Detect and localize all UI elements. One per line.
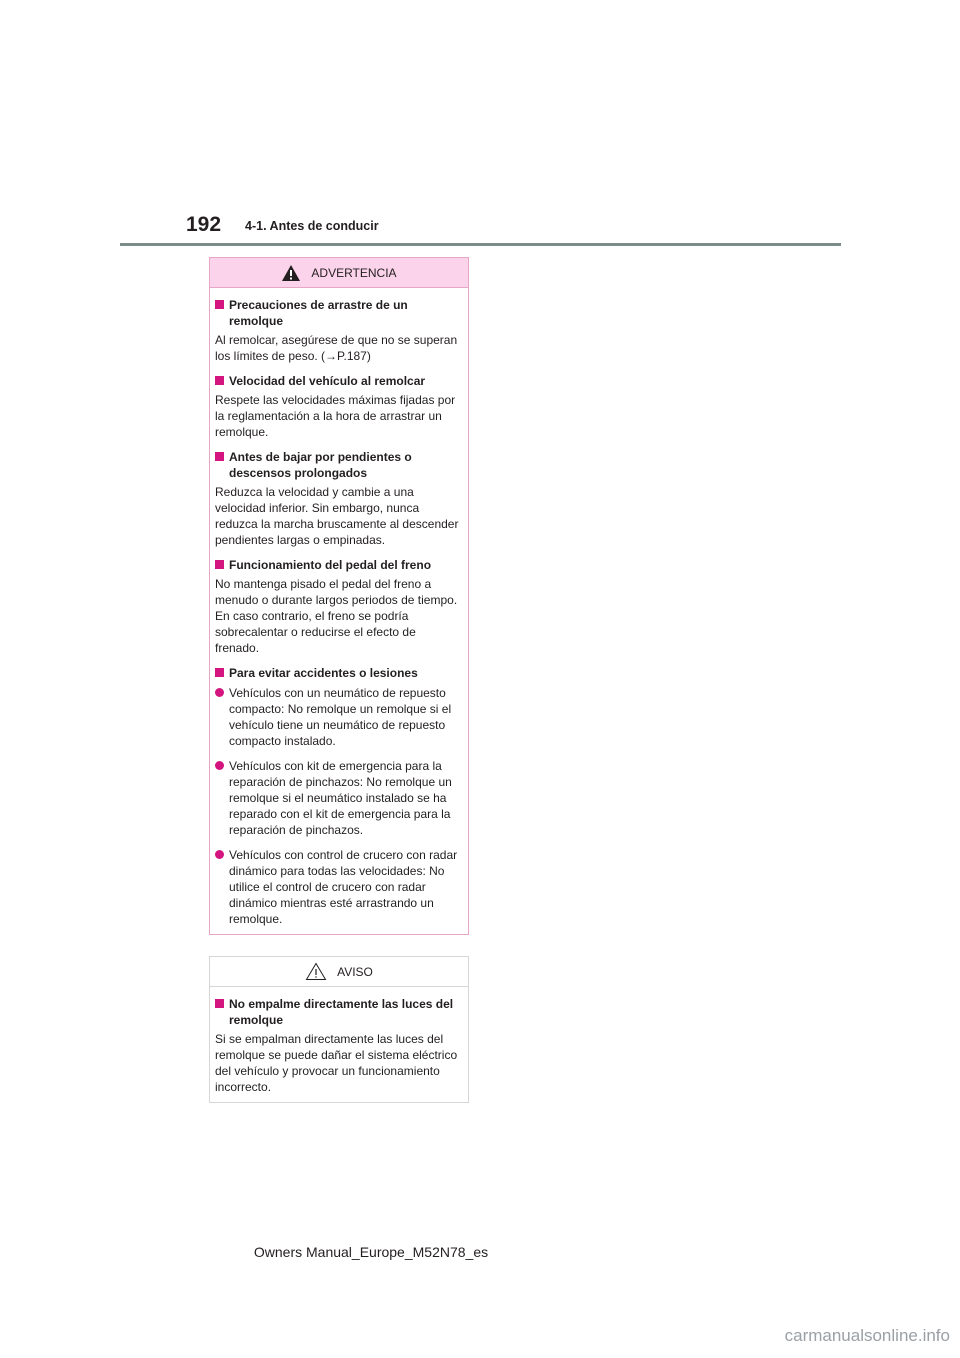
watermark: carmanualsonline.info	[784, 1326, 950, 1345]
section-title: 4-1. Antes de conducir	[245, 219, 379, 233]
square-bullet-icon	[215, 560, 224, 569]
warning-paragraph: Reduzca la velocidad y cambie a una velocidad inferior. Sin embargo, nunca reduzca la marcha bruscamente al descender pendientes largas o empinadas.	[215, 485, 459, 547]
warning-box	[209, 257, 469, 935]
circle-bullet-icon	[215, 850, 224, 859]
warning-heading: Precauciones de arrastre de un remolque	[215, 297, 463, 329]
square-bullet-icon	[215, 999, 224, 1008]
list-item: Vehículos con kit de emergencia para la reparación de pinchazos: No remolque un remolque si el neumático instalado se ha reparado con el kit de emergencia para la reparación de pinchazos.	[215, 758, 463, 838]
warning-heading: Funcionamiento del pedal del freno	[215, 557, 463, 573]
circle-bullet-icon	[215, 761, 224, 770]
list-item: Vehículos con control de crucero con radar dinámico para todas las velocidades: No utilice el control de crucero con radar dinámico mientras esté arrastrando un remolque.	[215, 847, 463, 927]
square-bullet-icon	[215, 452, 224, 461]
caution-header	[210, 957, 468, 987]
warning-title: ADVERTENCIA	[311, 265, 397, 280]
square-bullet-icon	[215, 668, 224, 677]
warning-body	[210, 288, 468, 934]
caution-triangle-icon	[305, 962, 327, 981]
warning-paragraph: No mantenga pisado el pedal del freno a menudo o durante largos periodos de tiempo. En caso contrario, el freno se podría sobrecalentar o reducirse el efecto de frenado.	[215, 577, 458, 655]
document-footer: Owners Manual_Europe_M52N78_es	[253, 1244, 489, 1260]
square-bullet-icon	[215, 300, 224, 309]
caution-title: AVISO	[337, 964, 373, 979]
caution-box	[209, 956, 469, 1103]
warning-header	[210, 258, 468, 288]
circle-bullet-icon	[215, 688, 224, 697]
page-number: 192	[186, 213, 222, 236]
header-rule	[120, 243, 841, 246]
warning-triangle-icon	[281, 264, 301, 282]
caution-heading: No empalme directamente las luces del remolque	[215, 996, 463, 1028]
warning-paragraph: Respete las velocidades máximas fijadas por la reglamentación a la hora de arrastrar un remolque.	[215, 393, 456, 439]
square-bullet-icon	[215, 376, 224, 385]
caution-body	[210, 987, 468, 1102]
warning-heading: Antes de bajar por pendientes o descensos prolongados	[215, 449, 463, 481]
caution-paragraph: Si se empalman directamente las luces del remolque se puede dañar el sistema eléctrico del vehículo y provocar un funcionamiento incorrecto.	[215, 1032, 458, 1094]
list-item: Vehículos con un neumático de repuesto compacto: No remolque un remolque si el vehículo tiene un neumático de repuesto compacto instalado.	[215, 685, 463, 749]
warning-heading: Velocidad del vehículo al remolcar	[215, 373, 463, 389]
warning-heading: Para evitar accidentes o lesiones	[215, 665, 463, 681]
warning-paragraph: Al remolcar, asegúrese de que no se superan los límites de peso. (→P.187)	[215, 333, 458, 363]
